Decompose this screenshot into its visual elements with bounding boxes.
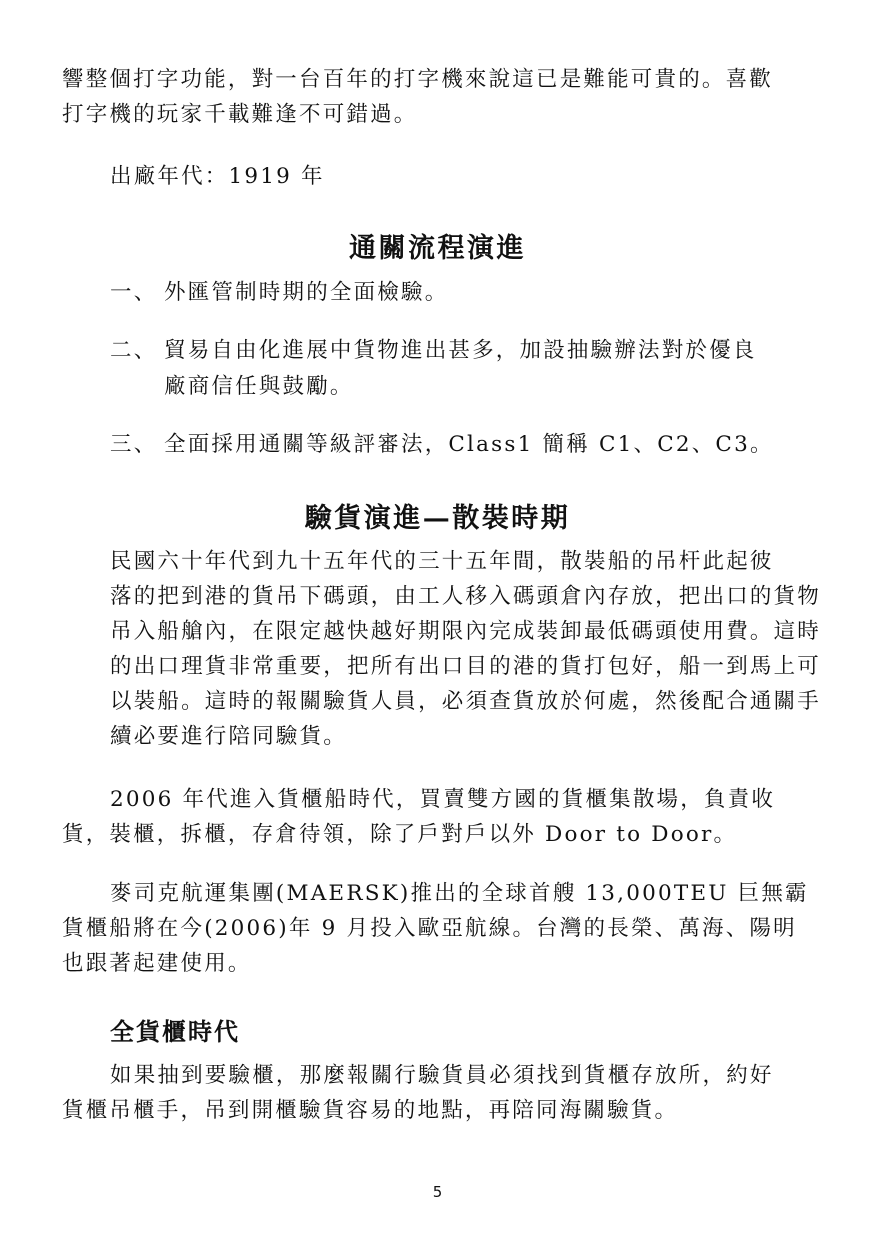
text-line: 以裝船。這時的報關驗貨人員，必須查貨放於何處，然後配合通關手 — [110, 689, 822, 714]
text-line: 也跟著起建使用。 — [62, 951, 252, 976]
text-line: 貨，裝櫃，拆櫃，存倉待領，除了戶對戶以外 Door to Door。 — [62, 822, 738, 847]
list-item — [110, 427, 810, 463]
intro-paragraph — [62, 62, 812, 132]
text-line: 續必要進行陪同驗貨。 — [110, 724, 348, 749]
list-item — [110, 275, 810, 311]
list-number: 一、 — [110, 280, 158, 305]
text-line: 的出口理貨非常重要，把所有出口目的港的貨打包好，船一到馬上可 — [110, 654, 822, 679]
year-made — [110, 159, 860, 194]
text-line: 落的把到港的貨吊下碼頭，由工人移入碼頭倉內存放，把出口的貨物 — [110, 584, 822, 609]
text-line: 如果抽到要驗櫃，那麼報關行驗貨員必須找到貨櫃存放所，約好 — [110, 1063, 774, 1088]
page-number: 5 — [432, 1183, 443, 1201]
list-item — [110, 333, 810, 405]
text-line: 2006 年代進入貨櫃船時代，買賣雙方國的貨櫃集散場，負責收 — [110, 787, 776, 812]
section-title-full-container: 全貨櫃時代 — [110, 1017, 240, 1046]
list-text: 廠商信任與鼓勵。 — [164, 374, 354, 399]
list-text: 外匯管制時期的全面檢驗。 — [164, 280, 449, 305]
list-text: 全面採用通關等級評審法，Class1 簡稱 C1、C2、C3。 — [164, 432, 774, 457]
list-number: 二、 — [110, 338, 158, 363]
list-number: 三、 — [110, 432, 158, 457]
text-line: 貨櫃船將在今(2006)年 9 月投入歐亞航線。台灣的長榮、萬海、陽明 — [62, 916, 797, 941]
paragraph-maersk — [62, 876, 812, 981]
year-made-text: 出廠年代：1919 年 — [110, 164, 325, 189]
section-title-customs-process: 通關流程演進 — [349, 233, 526, 264]
text-line: 貨櫃吊櫃手，吊到開櫃驗貨容易的地點，再陪同海關驗貨。 — [62, 1098, 679, 1123]
text-line: 麥司克航運集團(MAERSK)推出的全球首艘 13,000TEU 巨無霸 — [110, 881, 809, 906]
text-line: 民國六十年代到九十五年代的三十五年間，散裝船的吊杆此起彼 — [110, 549, 774, 574]
text-line: 打字機的玩家千載難逢不可錯過。 — [62, 102, 418, 127]
paragraph-bulk-era — [62, 544, 822, 754]
text-line: 響整個打字功能，對一台百年的打字機來說這已是難能可貴的。喜歡 — [62, 67, 774, 92]
text-line: 吊入船艙內，在限定越快越好期限內完成裝卸最低碼頭使用費。這時 — [110, 619, 822, 644]
list-text: 貿易自由化進展中貨物進出甚多，加設抽驗辦法對於優良 — [164, 338, 757, 363]
paragraph-container-era — [62, 782, 812, 852]
section-title-inspection-bulk: 驗貨演進—散裝時期 — [304, 503, 571, 534]
paragraph-container-inspection — [62, 1058, 812, 1128]
